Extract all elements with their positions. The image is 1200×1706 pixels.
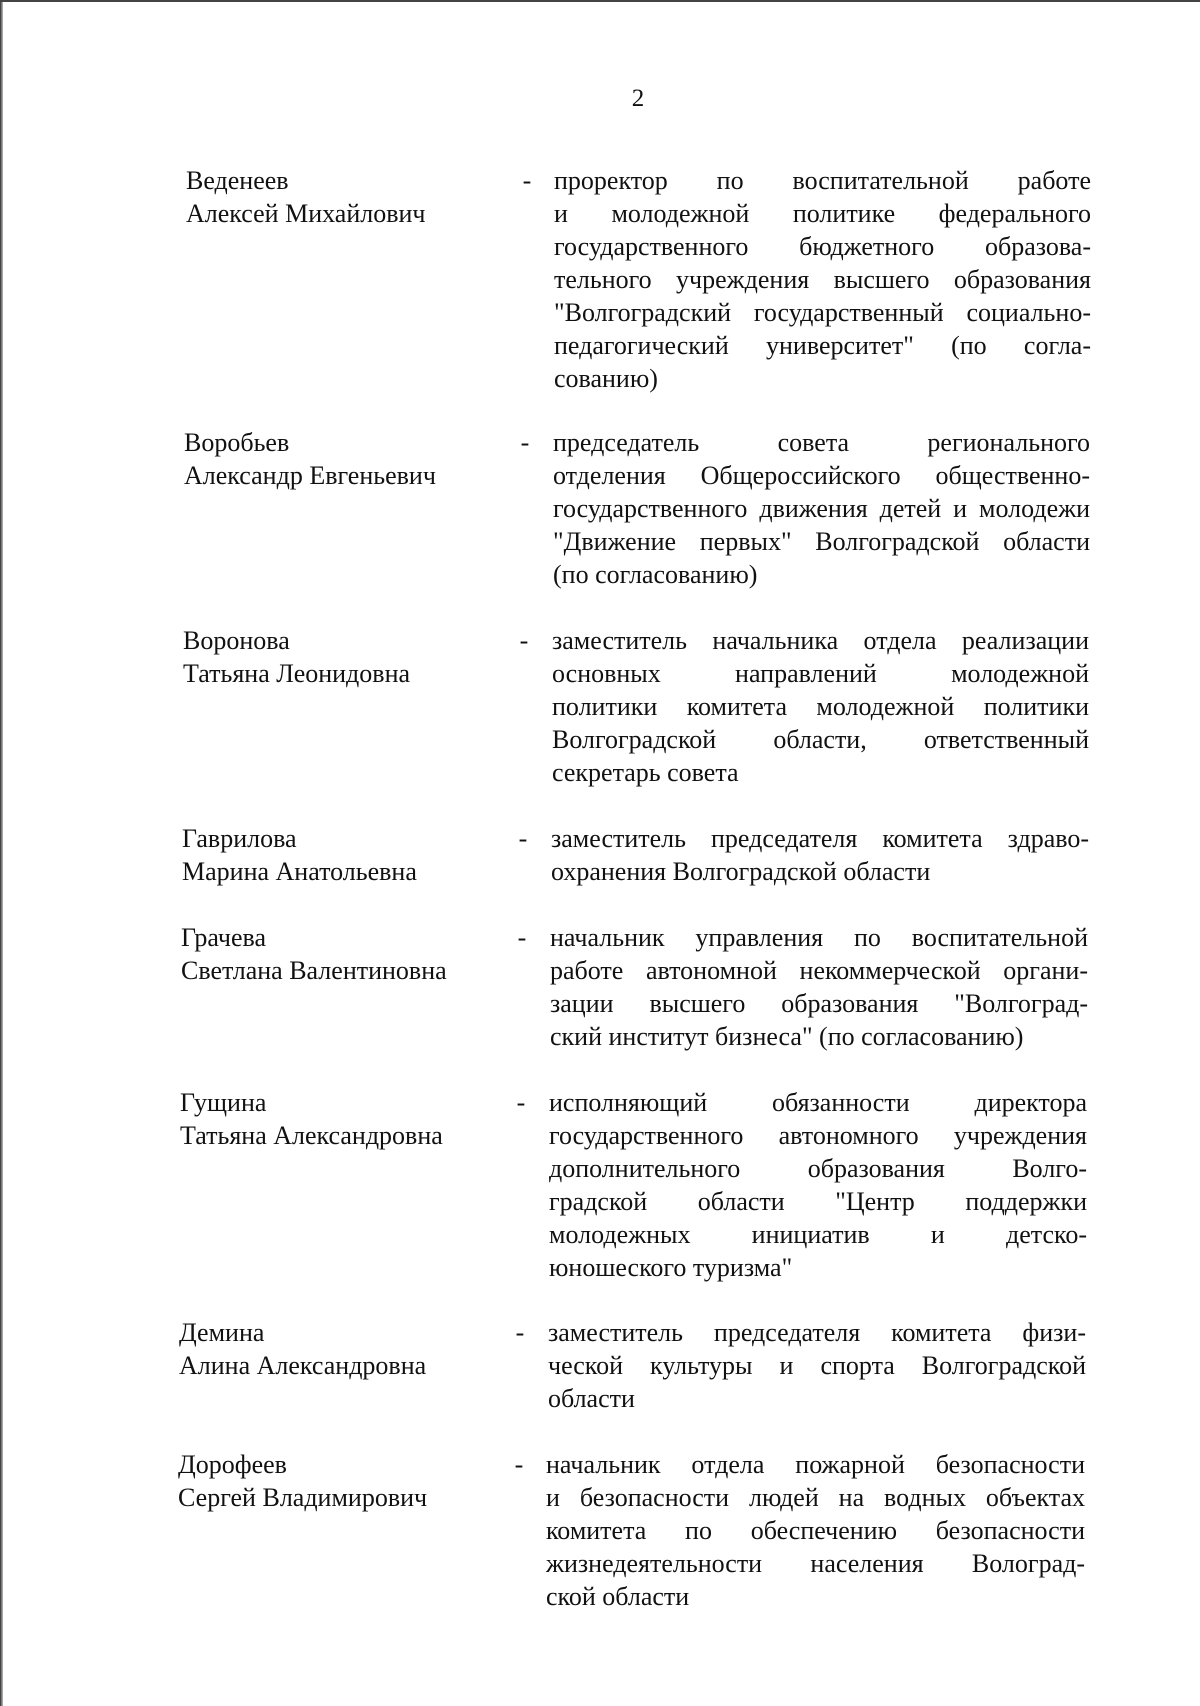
member-dash: - [522, 166, 532, 195]
member-name [181, 921, 501, 987]
position-line: зации высшего образования "Волгоград- [550, 989, 1088, 1018]
position-line: работе автономной некоммерческой органи- [550, 956, 1088, 985]
member-dash: - [520, 428, 530, 457]
member-dash: - [515, 1318, 525, 1347]
member-name [179, 1316, 499, 1382]
position-line: "Движение первых" Волгоградской области [553, 527, 1090, 556]
position-line: жизнедеятельности населения Волоград- [546, 1549, 1085, 1578]
position-line: ский институт бизнеса" (по согласованию) [550, 1022, 1024, 1051]
member-surname: Демина [179, 1318, 265, 1347]
member-dash: - [519, 626, 529, 655]
member-name [186, 164, 506, 230]
position-line: тельного учреждения высшего образования [554, 265, 1091, 294]
position-line: дополнительного образования Волго- [549, 1154, 1087, 1183]
member-surname: Грачева [181, 923, 266, 952]
position-line: ческой культуры и спорта Волгоградской [548, 1351, 1086, 1380]
member-surname: Гущина [180, 1088, 267, 1117]
position-line: государственного автономного учреждения [549, 1121, 1087, 1150]
member-dash: - [517, 923, 527, 952]
page-number: 2 [631, 85, 645, 112]
member-position [546, 1448, 1085, 1613]
position-line: ской области [546, 1582, 690, 1611]
member-name [180, 1086, 500, 1152]
member-given-names: Александр Евгеньевич [184, 461, 436, 490]
member-position [553, 426, 1090, 591]
member-position [549, 1086, 1087, 1284]
position-line: заместитель председателя комитета физи- [548, 1318, 1086, 1347]
position-line: "Волгоградский государственный социально- [554, 298, 1091, 327]
position-line: председатель совета регионального [553, 428, 1090, 457]
member-given-names: Алексей Михайлович [186, 199, 426, 228]
position-line: исполняющий обязанности директора [549, 1088, 1087, 1117]
member-position [551, 822, 1089, 888]
member-given-names: Татьяна Леонидовна [183, 659, 411, 688]
position-line: основных направлений молодежной [552, 659, 1089, 688]
member-name [184, 426, 504, 492]
member-dash: - [518, 824, 528, 853]
position-line: педагогический университет" (по согла- [554, 331, 1091, 360]
position-line: градской области "Центр поддержки [549, 1187, 1087, 1216]
member-surname: Воробьев [184, 428, 290, 457]
position-line: государственного бюджетного образова- [554, 232, 1091, 261]
position-line: и молодежной политике федерального [554, 199, 1091, 228]
member-position [550, 921, 1088, 1053]
position-line: сованию) [554, 364, 658, 393]
position-line: Волгоградской области, ответственный [552, 725, 1089, 754]
position-line: начальник отдела пожарной безопасности [546, 1450, 1085, 1479]
member-dash: - [514, 1450, 524, 1479]
position-line: начальник управления по воспитательной [550, 923, 1088, 952]
member-name [182, 822, 502, 888]
member-surname: Гаврилова [182, 824, 297, 853]
position-line: заместитель председателя комитета здраво- [551, 824, 1089, 853]
scan-edge-left [0, 0, 3, 1706]
position-line: заместитель начальника отдела реализации [552, 626, 1089, 655]
member-given-names: Светлана Валентиновна [181, 956, 447, 985]
member-name [183, 624, 503, 690]
member-surname: Веденеев [186, 166, 289, 195]
position-line: комитета по обеспечению безопасности [546, 1516, 1085, 1545]
position-line: секретарь совета [552, 758, 739, 787]
position-line: молодежных инициатив и детско- [549, 1220, 1087, 1249]
member-position [552, 624, 1089, 789]
scan-edge-top [0, 0, 1200, 2]
position-line: области [548, 1384, 635, 1413]
position-line: и безопасности людей на водных объектах [546, 1483, 1085, 1512]
position-line: (по согласованию) [553, 560, 758, 589]
position-line: государственного движения детей и молодежи [553, 494, 1090, 523]
position-line: охранения Волгоградской области [551, 857, 931, 886]
position-line: отделения Общероссийского общественно- [553, 461, 1090, 490]
position-line: проректор по воспитательной работе [554, 166, 1091, 195]
member-given-names: Татьяна Александровна [180, 1121, 443, 1150]
member-given-names: Сергей Владимирович [178, 1483, 428, 1512]
member-given-names: Марина Анатольевна [182, 857, 417, 886]
member-surname: Воронова [183, 626, 290, 655]
member-position [554, 164, 1091, 395]
position-line: политики комитета молодежной политики [552, 692, 1089, 721]
member-position [548, 1316, 1086, 1415]
member-given-names: Алина Александровна [179, 1351, 427, 1380]
member-surname: Дорофеев [178, 1450, 287, 1479]
position-line: юношеского туризма" [549, 1253, 793, 1282]
member-dash: - [516, 1088, 526, 1117]
member-name [178, 1448, 498, 1514]
